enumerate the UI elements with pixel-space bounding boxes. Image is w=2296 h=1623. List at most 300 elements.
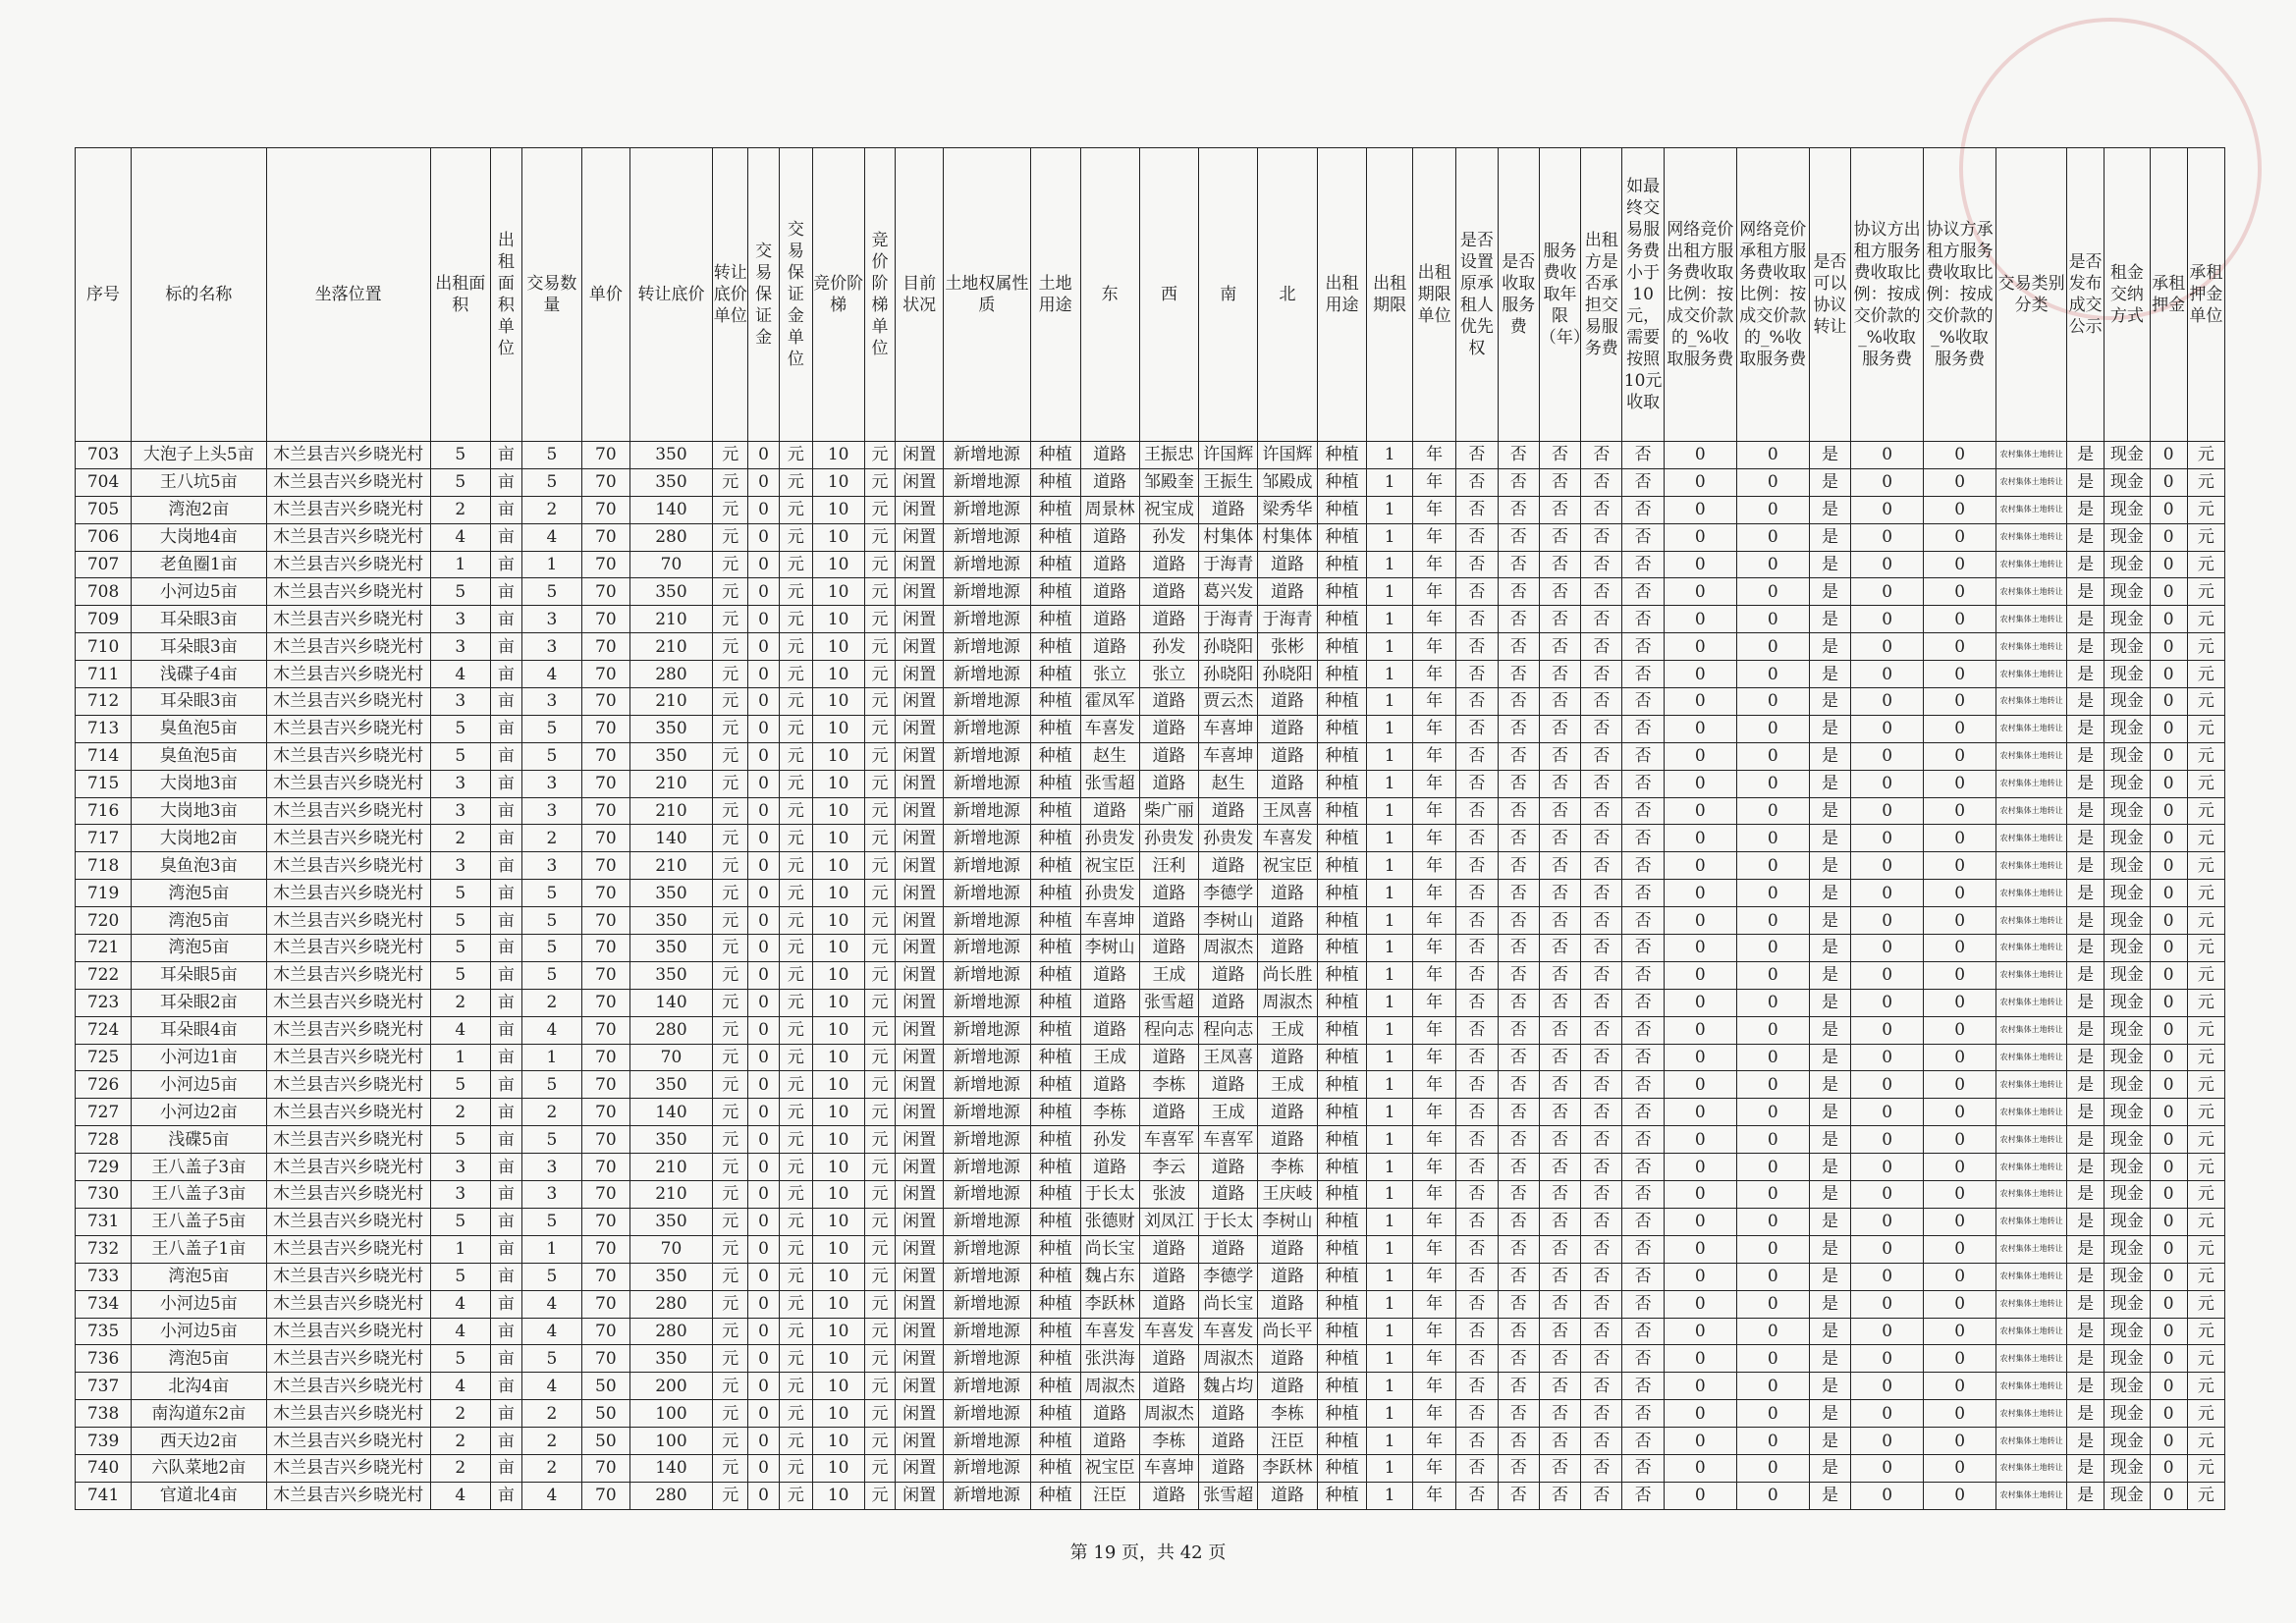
table-cell: 1 <box>1367 1208 1413 1235</box>
table-cell: 否 <box>1498 496 1539 523</box>
table-cell: 大泡子上头5亩 <box>132 442 266 469</box>
column-header: 出租面积单位 <box>490 148 521 442</box>
table-cell: 否 <box>1498 523 1539 551</box>
table-cell: 0 <box>748 1482 780 1509</box>
table-cell: 否 <box>1622 989 1664 1016</box>
table-cell: 1 <box>1367 1454 1413 1482</box>
table-cell: 元 <box>864 1099 896 1126</box>
table-row <box>76 1428 2225 1455</box>
table-cell: 现金 <box>2105 742 2151 770</box>
table-cell: 耳朵眼2亩 <box>132 989 266 1016</box>
table-row <box>76 551 2225 578</box>
table-cell: 否 <box>1622 468 1664 496</box>
table-cell: 1 <box>430 1235 490 1263</box>
column-header: 如最终交易服务费小于10元，需要按照10元收取 <box>1622 148 1664 442</box>
table-cell: 种植 <box>1030 578 1080 606</box>
table-cell: 道路 <box>1139 1482 1198 1509</box>
table-cell: 0 <box>1664 1235 1736 1263</box>
table-row <box>76 1482 2225 1509</box>
table-cell: 5 <box>430 742 490 770</box>
table-cell: 年 <box>1412 1482 1455 1509</box>
table-cell: 元 <box>2187 1154 2224 1181</box>
table-cell: 元 <box>2187 496 2224 523</box>
table-cell: 10 <box>812 1373 864 1400</box>
table-cell: 种植 <box>1030 1263 1080 1290</box>
table-cell: 4 <box>521 523 581 551</box>
table-cell: 0 <box>1664 907 1736 935</box>
table-cell: 是 <box>2067 1373 2105 1400</box>
table-cell: 否 <box>1498 633 1539 661</box>
table-cell: 闲置 <box>896 1208 944 1235</box>
table-cell: 道路 <box>1139 578 1198 606</box>
table-cell: 道路 <box>1080 468 1139 496</box>
table-cell: 祝宝成 <box>1139 496 1198 523</box>
table-cell: 1 <box>521 1235 581 1263</box>
table-cell: 贾云杰 <box>1199 688 1258 716</box>
table-cell: 新增地源 <box>943 907 1030 935</box>
table-cell: 尚长平 <box>1258 1318 1317 1345</box>
table-cell: 738 <box>76 1400 132 1428</box>
table-cell: 道路 <box>1139 1044 1198 1071</box>
table-cell: 否 <box>1456 770 1498 797</box>
table-cell: 0 <box>2150 1181 2187 1209</box>
table-cell: 是 <box>2067 852 2105 880</box>
table-cell: 农村集体土地转让 <box>1996 1016 2067 1044</box>
table-cell: 714 <box>76 742 132 770</box>
table-cell: 耳朵眼3亩 <box>132 606 266 633</box>
table-cell: 木兰县吉兴乡晓光村 <box>266 633 430 661</box>
table-cell: 农村集体土地转让 <box>1996 770 2067 797</box>
table-cell: 元 <box>864 852 896 880</box>
table-cell: 5 <box>430 1208 490 1235</box>
table-cell: 否 <box>1622 1181 1664 1209</box>
table-cell: 0 <box>1736 1208 1809 1235</box>
table-cell: 孙晓阳 <box>1258 661 1317 688</box>
table-cell: 新增地源 <box>943 797 1030 825</box>
table-cell: 元 <box>779 1454 812 1482</box>
table-cell: 0 <box>1851 1428 1924 1455</box>
table-cell: 70 <box>582 688 630 716</box>
table-cell: 10 <box>812 1454 864 1482</box>
table-cell: 道路 <box>1258 1099 1317 1126</box>
table-cell: 于海青 <box>1199 606 1258 633</box>
table-cell: 元 <box>713 1290 748 1318</box>
table-cell: 农村集体土地转让 <box>1996 1099 2067 1126</box>
table-cell: 道路 <box>1139 880 1198 907</box>
table-cell: 新增地源 <box>943 1290 1030 1318</box>
table-cell: 王凤喜 <box>1199 1044 1258 1071</box>
table-cell: 农村集体土地转让 <box>1996 523 2067 551</box>
table-cell: 农村集体土地转让 <box>1996 688 2067 716</box>
table-cell: 年 <box>1412 1428 1455 1455</box>
table-cell: 否 <box>1456 523 1498 551</box>
table-cell: 2 <box>430 989 490 1016</box>
table-cell: 0 <box>1851 825 1924 852</box>
table-cell: 350 <box>629 742 713 770</box>
table-cell: 70 <box>629 1235 713 1263</box>
table-cell: 否 <box>1581 770 1622 797</box>
table-cell: 新增地源 <box>943 1345 1030 1373</box>
table-cell: 木兰县吉兴乡晓光村 <box>266 1099 430 1126</box>
table-cell: 739 <box>76 1428 132 1455</box>
table-cell: 元 <box>713 1208 748 1235</box>
table-cell: 否 <box>1456 1318 1498 1345</box>
table-cell: 1 <box>1367 1400 1413 1428</box>
table-cell: 0 <box>1736 1345 1809 1373</box>
table-cell: 0 <box>1664 989 1736 1016</box>
table-cell: 闲置 <box>896 688 944 716</box>
table-cell: 否 <box>1539 1318 1580 1345</box>
table-cell: 于长太 <box>1080 1181 1139 1209</box>
table-cell: 否 <box>1622 1345 1664 1373</box>
column-header: 出租期限 <box>1367 148 1413 442</box>
table-cell: 木兰县吉兴乡晓光村 <box>266 1208 430 1235</box>
column-header: 单价 <box>582 148 630 442</box>
table-cell: 年 <box>1412 1400 1455 1428</box>
table-cell: 道路 <box>1258 578 1317 606</box>
table-cell: 0 <box>2150 1428 2187 1455</box>
table-cell: 是 <box>1809 770 1850 797</box>
table-cell: 否 <box>1622 907 1664 935</box>
table-cell: 140 <box>629 825 713 852</box>
table-cell: 716 <box>76 797 132 825</box>
table-cell: 0 <box>1851 1345 1924 1373</box>
table-cell: 否 <box>1456 1400 1498 1428</box>
table-cell: 70 <box>582 1482 630 1509</box>
table-cell: 道路 <box>1258 907 1317 935</box>
table-cell: 0 <box>748 661 780 688</box>
table-cell: 汪臣 <box>1258 1428 1317 1455</box>
table-cell: 0 <box>2150 961 2187 989</box>
table-cell: 0 <box>1924 1290 1996 1318</box>
table-row <box>76 797 2225 825</box>
table-cell: 元 <box>713 1044 748 1071</box>
table-cell: 种植 <box>1317 496 1367 523</box>
table-cell: 王八盖子3亩 <box>132 1154 266 1181</box>
table-cell: 是 <box>1809 715 1850 742</box>
table-cell: 0 <box>1924 852 1996 880</box>
table-cell: 70 <box>582 1263 630 1290</box>
table-cell: 闲置 <box>896 742 944 770</box>
table-cell: 0 <box>748 1016 780 1044</box>
table-cell: 道路 <box>1199 961 1258 989</box>
table-cell: 1 <box>1367 935 1413 962</box>
table-cell: 元 <box>864 1263 896 1290</box>
table-cell: 亩 <box>490 1345 521 1373</box>
table-cell: 闲置 <box>896 633 944 661</box>
table-cell: 湾泡2亩 <box>132 496 266 523</box>
table-cell: 否 <box>1456 1454 1498 1482</box>
table-cell: 712 <box>76 688 132 716</box>
table-cell: 元 <box>864 1454 896 1482</box>
table-cell: 0 <box>1736 578 1809 606</box>
table-cell: 车喜坤 <box>1199 742 1258 770</box>
table-cell: 年 <box>1412 880 1455 907</box>
table-cell: 是 <box>1809 468 1850 496</box>
table-cell: 否 <box>1581 633 1622 661</box>
table-cell: 727 <box>76 1099 132 1126</box>
table-row <box>76 1071 2225 1099</box>
table-cell: 350 <box>629 1208 713 1235</box>
table-cell: 0 <box>748 1290 780 1318</box>
table-cell: 否 <box>1622 523 1664 551</box>
table-cell: 0 <box>1851 880 1924 907</box>
table-cell: 是 <box>2067 797 2105 825</box>
table-cell: 道路 <box>1080 1154 1139 1181</box>
table-cell: 种植 <box>1317 661 1367 688</box>
table-cell: 新增地源 <box>943 1099 1030 1126</box>
column-header: 协议方出租方服务费收取比例：按成交价款的_%收取服务费 <box>1851 148 1924 442</box>
table-cell: 0 <box>748 1454 780 1482</box>
table-cell: 10 <box>812 633 864 661</box>
table-cell: 祝宝臣 <box>1258 852 1317 880</box>
table-cell: 否 <box>1498 961 1539 989</box>
table-cell: 农村集体土地转让 <box>1996 442 2067 469</box>
table-cell: 元 <box>2187 961 2224 989</box>
table-cell: 2 <box>521 496 581 523</box>
table-cell: 是 <box>2067 1154 2105 1181</box>
table-cell: 元 <box>2187 1482 2224 1509</box>
table-cell: 0 <box>748 1099 780 1126</box>
table-cell: 0 <box>1736 1373 1809 1400</box>
table-cell: 否 <box>1539 1126 1580 1154</box>
table-cell: 1 <box>521 1044 581 1071</box>
table-row <box>76 1373 2225 1400</box>
table-cell: 元 <box>713 1099 748 1126</box>
table-cell: 种植 <box>1317 797 1367 825</box>
table-cell: 否 <box>1581 961 1622 989</box>
table-cell: 木兰县吉兴乡晓光村 <box>266 1154 430 1181</box>
table-cell: 李树山 <box>1258 1208 1317 1235</box>
table-cell: 元 <box>779 989 812 1016</box>
table-cell: 现金 <box>2105 468 2151 496</box>
table-cell: 725 <box>76 1044 132 1071</box>
table-cell: 种植 <box>1030 1428 1080 1455</box>
table-cell: 1 <box>1367 989 1413 1016</box>
table-cell: 闲置 <box>896 442 944 469</box>
table-cell: 年 <box>1412 578 1455 606</box>
table-cell: 新增地源 <box>943 661 1030 688</box>
table-cell: 小河边5亩 <box>132 578 266 606</box>
table-cell: 种植 <box>1317 1454 1367 1482</box>
table-cell: 种植 <box>1030 715 1080 742</box>
table-cell: 道路 <box>1139 770 1198 797</box>
table-cell: 是 <box>2067 578 2105 606</box>
table-cell: 道路 <box>1080 797 1139 825</box>
table-cell: 0 <box>1851 442 1924 469</box>
table-cell: 710 <box>76 633 132 661</box>
table-cell: 10 <box>812 1482 864 1509</box>
table-cell: 小河边5亩 <box>132 1071 266 1099</box>
table-cell: 是 <box>2067 442 2105 469</box>
table-cell: 5 <box>430 935 490 962</box>
table-cell: 0 <box>1736 989 1809 1016</box>
table-cell: 元 <box>713 797 748 825</box>
table-cell: 农村集体土地转让 <box>1996 989 2067 1016</box>
column-header: 竞价阶梯 <box>812 148 864 442</box>
table-cell: 10 <box>812 961 864 989</box>
table-cell: 10 <box>812 1126 864 1154</box>
table-cell: 种植 <box>1317 606 1367 633</box>
table-cell: 现金 <box>2105 1016 2151 1044</box>
table-cell: 现金 <box>2105 989 2151 1016</box>
table-cell: 350 <box>629 880 713 907</box>
table-cell: 0 <box>1664 1154 1736 1181</box>
table-cell: 葛兴发 <box>1199 578 1258 606</box>
table-cell: 0 <box>1736 770 1809 797</box>
table-cell: 0 <box>748 1318 780 1345</box>
table-cell: 元 <box>713 907 748 935</box>
column-header: 协议方承租方服务费收取比例：按成交价款的_%收取服务费 <box>1924 148 1996 442</box>
table-cell: 农村集体土地转让 <box>1996 1263 2067 1290</box>
table-cell: 0 <box>2150 442 2187 469</box>
table-cell: 闲置 <box>896 825 944 852</box>
table-cell: 元 <box>713 1263 748 1290</box>
table-cell: 否 <box>1498 1373 1539 1400</box>
table-cell: 0 <box>1664 1208 1736 1235</box>
table-cell: 2 <box>521 1428 581 1455</box>
table-cell: 0 <box>2150 1099 2187 1126</box>
table-cell: 木兰县吉兴乡晓光村 <box>266 935 430 962</box>
table-cell: 车喜军 <box>1139 1126 1198 1154</box>
table-cell: 0 <box>748 1263 780 1290</box>
table-cell: 新增地源 <box>943 442 1030 469</box>
table-cell: 道路 <box>1199 797 1258 825</box>
table-cell: 元 <box>779 578 812 606</box>
table-cell: 0 <box>1736 1263 1809 1290</box>
table-cell: 张德财 <box>1080 1208 1139 1235</box>
table-cell: 否 <box>1498 852 1539 880</box>
table-cell: 70 <box>582 742 630 770</box>
table-cell: 0 <box>1664 578 1736 606</box>
table-cell: 0 <box>1664 1318 1736 1345</box>
table-cell: 0 <box>1664 1016 1736 1044</box>
table-cell: 否 <box>1581 989 1622 1016</box>
table-cell: 元 <box>779 1373 812 1400</box>
table-cell: 0 <box>748 688 780 716</box>
table-cell: 闲置 <box>896 797 944 825</box>
table-cell: 道路 <box>1258 551 1317 578</box>
table-cell: 0 <box>1664 880 1736 907</box>
table-cell: 元 <box>779 442 812 469</box>
table-cell: 10 <box>812 1290 864 1318</box>
table-cell: 元 <box>713 1181 748 1209</box>
table-cell: 道路 <box>1258 1126 1317 1154</box>
page-number-footer: 第 19 页，共 42 页 <box>1069 1542 1227 1563</box>
table-cell: 否 <box>1581 661 1622 688</box>
table-cell: 70 <box>582 1044 630 1071</box>
table-cell: 道路 <box>1080 606 1139 633</box>
table-cell: 10 <box>812 1016 864 1044</box>
table-cell: 新增地源 <box>943 1400 1030 1428</box>
table-cell: 元 <box>779 1428 812 1455</box>
table-cell: 否 <box>1498 935 1539 962</box>
column-header: 交易类别分类 <box>1996 148 2067 442</box>
table-cell: 现金 <box>2105 1454 2151 1482</box>
table-cell: 闲置 <box>896 1071 944 1099</box>
table-cell: 种植 <box>1317 1016 1367 1044</box>
table-cell: 元 <box>779 688 812 716</box>
table-cell: 713 <box>76 715 132 742</box>
table-cell: 种植 <box>1030 633 1080 661</box>
table-cell: 10 <box>812 715 864 742</box>
table-cell: 否 <box>1581 1099 1622 1126</box>
table-cell: 736 <box>76 1345 132 1373</box>
table-cell: 否 <box>1539 935 1580 962</box>
table-cell: 0 <box>1664 1345 1736 1373</box>
table-cell: 道路 <box>1258 715 1317 742</box>
table-cell: 湾泡5亩 <box>132 1263 266 1290</box>
table-cell: 种植 <box>1030 1044 1080 1071</box>
table-cell: 否 <box>1622 1263 1664 1290</box>
table-cell: 4 <box>430 1016 490 1044</box>
table-cell: 程向志 <box>1199 1016 1258 1044</box>
table-cell: 许国辉 <box>1258 442 1317 469</box>
table-row <box>76 1400 2225 1428</box>
table-cell: 亩 <box>490 1318 521 1345</box>
table-cell: 是 <box>2067 633 2105 661</box>
table-cell: 否 <box>1622 1318 1664 1345</box>
table-cell: 现金 <box>2105 1235 2151 1263</box>
table-cell: 现金 <box>2105 1044 2151 1071</box>
table-cell: 0 <box>1736 1099 1809 1126</box>
table-cell: 木兰县吉兴乡晓光村 <box>266 496 430 523</box>
table-cell: 否 <box>1498 907 1539 935</box>
table-cell: 否 <box>1581 1154 1622 1181</box>
table-cell: 亩 <box>490 688 521 716</box>
table-cell: 元 <box>864 523 896 551</box>
table-cell: 否 <box>1498 661 1539 688</box>
table-cell: 种植 <box>1030 1126 1080 1154</box>
table-cell: 元 <box>779 523 812 551</box>
table-cell: 闲置 <box>896 1428 944 1455</box>
table-cell: 5 <box>521 1263 581 1290</box>
table-cell: 年 <box>1412 1126 1455 1154</box>
table-cell: 元 <box>864 1373 896 1400</box>
table-cell: 4 <box>521 1373 581 1400</box>
table-cell: 元 <box>2187 1318 2224 1345</box>
table-cell: 元 <box>2187 935 2224 962</box>
table-cell: 否 <box>1498 1400 1539 1428</box>
table-cell: 木兰县吉兴乡晓光村 <box>266 578 430 606</box>
table-cell: 新增地源 <box>943 1071 1030 1099</box>
table-cell: 元 <box>2187 1290 2224 1318</box>
table-cell: 元 <box>779 1482 812 1509</box>
table-cell: 王八盖子3亩 <box>132 1181 266 1209</box>
table-cell: 道路 <box>1139 1235 1198 1263</box>
table-cell: 王八盖子1亩 <box>132 1235 266 1263</box>
table-cell: 木兰县吉兴乡晓光村 <box>266 1373 430 1400</box>
table-cell: 农村集体土地转让 <box>1996 1454 2067 1482</box>
table-cell: 0 <box>1924 1454 1996 1482</box>
table-cell: 现金 <box>2105 442 2151 469</box>
table-cell: 是 <box>1809 1016 1850 1044</box>
table-cell: 道路 <box>1080 442 1139 469</box>
table-cell: 元 <box>864 797 896 825</box>
table-row <box>76 825 2225 852</box>
table-cell: 木兰县吉兴乡晓光村 <box>266 688 430 716</box>
table-cell: 否 <box>1581 852 1622 880</box>
table-cell: 1 <box>1367 578 1413 606</box>
table-cell: 元 <box>2187 523 2224 551</box>
table-cell: 4 <box>430 1482 490 1509</box>
table-cell: 元 <box>713 1235 748 1263</box>
table-cell: 否 <box>1539 1482 1580 1509</box>
table-cell: 元 <box>864 442 896 469</box>
table-cell: 280 <box>629 1482 713 1509</box>
table-cell: 70 <box>582 880 630 907</box>
column-header: 标的名称 <box>132 148 266 442</box>
